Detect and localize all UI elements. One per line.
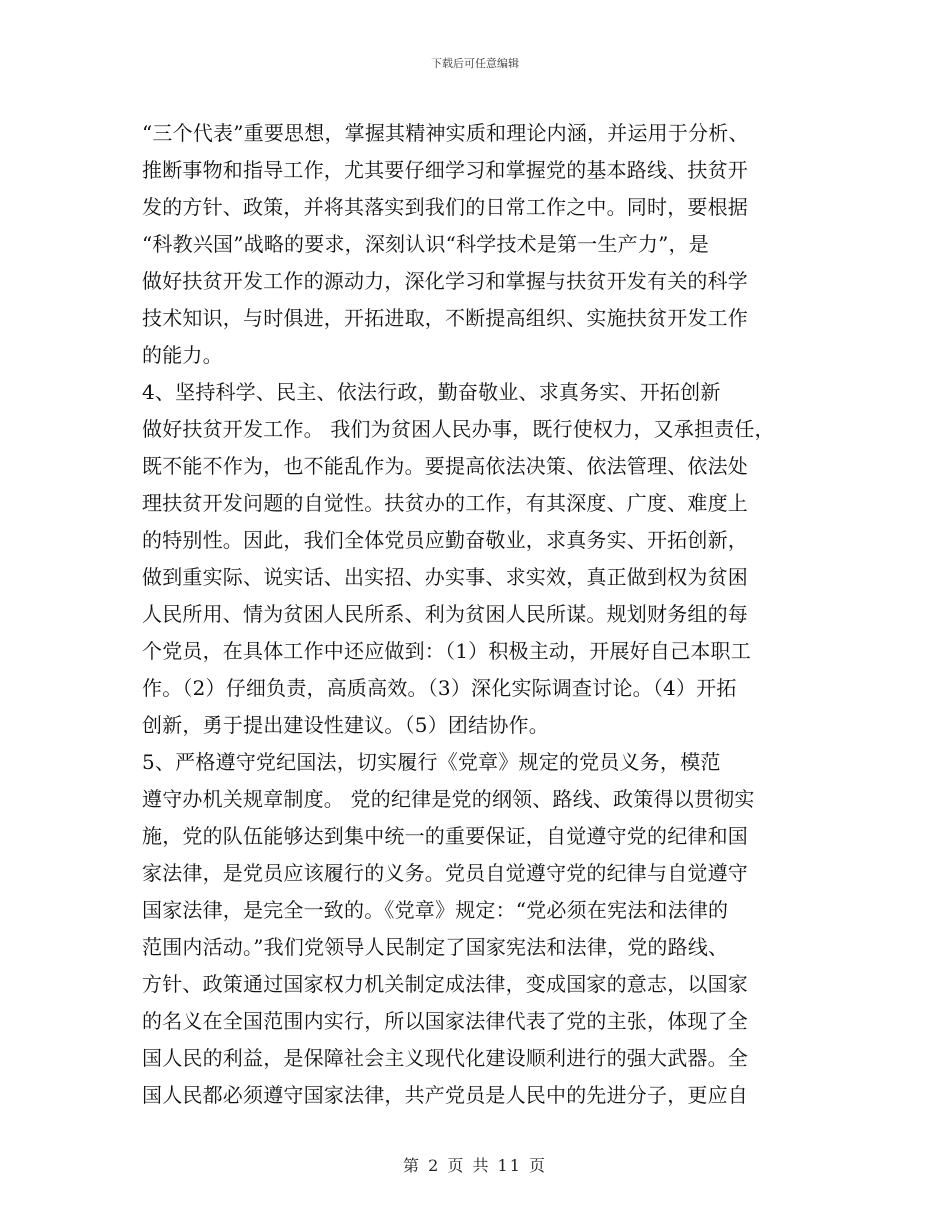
text-line: 范围内活动。”我们党领导人民制定了国家宪法和法律，党的路线、 [142,935,729,959]
text-line: 国人民都必须遵守国家法律，共产党员是人民中的先进分子，更应自 [142,1083,748,1107]
text-line: 既不能不作为，也不能乱作为。要提高依法决策、依法管理、依法处 [142,454,748,478]
text-line: 国家法律，是完全一致的。《党章》规定：“党必须在宪法和法律的 [142,898,729,922]
text-line: 做好扶贫开发工作。 我们为贫困人民办事，既行使权力，又承担责任， [142,417,775,441]
text-line: 5、严格遵守党纪国法，切实履行《党章》规定的党员义务，模范 [142,750,721,774]
text-line: 的特别性。因此，我们全体党员应勤奋敬业，求真务实、开拓创新， [142,528,748,552]
text-line: “科教兴国”战略的要求，深刻认识“科学技术是第一生产力”，是 [142,232,709,256]
page-header-note: 下载后可任意编辑 [431,57,519,70]
text-line: 个党员，在具体工作中还应做到：（1）积极主动，开展好自己本职工 [142,639,751,663]
text-line: 方针、政策通过国家权力机关制定成法律，变成国家的意志，以国家 [142,972,748,996]
text-line: 国人民的利益，是保障社会主义现代化建设顺利进行的强大武器。全 [142,1046,748,1070]
text-line: 的能力。 [142,343,223,367]
text-line: 作。（2）仔细负责，高质高效。（3）深化实际调查讨论。（4）开拓 [142,676,737,700]
document-body [142,115,822,1114]
text-line: 家法律，是党员应该履行的义务。党员自觉遵守党的纪律与自觉遵守 [142,861,748,885]
text-line: 推断事物和指导工作，尤其要仔细学习和掌握党的基本路线、扶贫开 [142,158,748,182]
text-line: 理扶贫开发问题的自觉性。扶贫办的工作，有其深度、广度、难度上 [142,491,748,515]
text-line: 技术知识，与时俱进，开拓进取，不断提高组织、实施扶贫开发工作 [142,306,748,330]
text-line: 遵守办机关规章制度。 党的纪律是党的纲领、路线、政策得以贯彻实 [142,787,755,811]
page-number-footer: 第 2 页 共 11 页 [403,1156,547,1175]
text-line: 发的方针、政策，并将其落实到我们的日常工作之中。同时，要根据 [142,195,748,219]
text-line: 施，党的队伍能够达到集中统一的重要保证，自觉遵守党的纪律和国 [142,824,748,848]
text-line: 做好扶贫开发工作的源动力，深化学习和掌握与扶贫开发有关的科学 [142,269,748,293]
text-line: 人民所用、情为贫困人民所系、利为贫困人民所谋。规划财务组的每 [142,602,748,626]
text-line: 创新，勇于提出建设性建议。（5）团结协作。 [142,713,549,737]
text-line: 4、坚持科学、民主、依法行政，勤奋敬业、求真务实、开拓创新 [142,380,721,404]
text-line: 做到重实际、说实话、出实招、办实事、求实效，真正做到权为贫困 [142,565,748,589]
text-line: “三个代表”重要思想，掌握其精神实质和理论内涵，并运用于分析、 [142,121,749,145]
text-line: 的名义在全国范围内实行，所以国家法律代表了党的主张，体现了全 [142,1009,748,1033]
